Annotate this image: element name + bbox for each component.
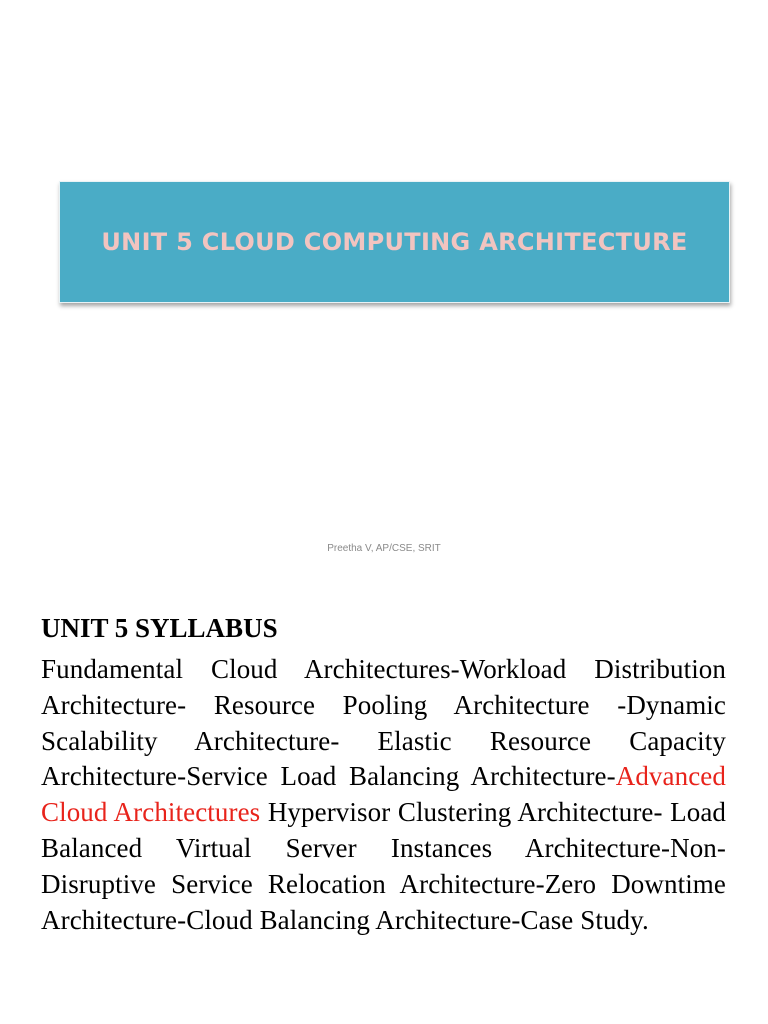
syllabus-section	[41, 610, 726, 938]
syllabus-rest: Hypervisor Clustering Architecture- Load Balanced Virtual Server Instances Architecture-Non-Disruptive Service Relocation Architecture-Zero Downtime Architecture-Cloud Balancing Architecture-Case Study.	[41, 797, 727, 935]
slide-footer: Preetha V, AP/CSE, SRIT	[327, 543, 441, 554]
syllabus-body	[41, 652, 726, 938]
syllabus-intro: Fundamental Cloud Architectures-Workload Distribution Architecture- Resource Pooling Architecture -Dynamic Scalability Architecture- Elastic Resource Capacity Architecture-Service Load Balancing Architecture-	[41, 654, 726, 792]
slide-title: UNIT 5 CLOUD COMPUTING ARCHITECTURE	[101, 228, 688, 256]
syllabus-highlight: Advanced Cloud Architectures	[41, 761, 726, 828]
syllabus-heading: UNIT 5 SYLLABUS	[41, 613, 278, 643]
title-box	[59, 181, 730, 303]
